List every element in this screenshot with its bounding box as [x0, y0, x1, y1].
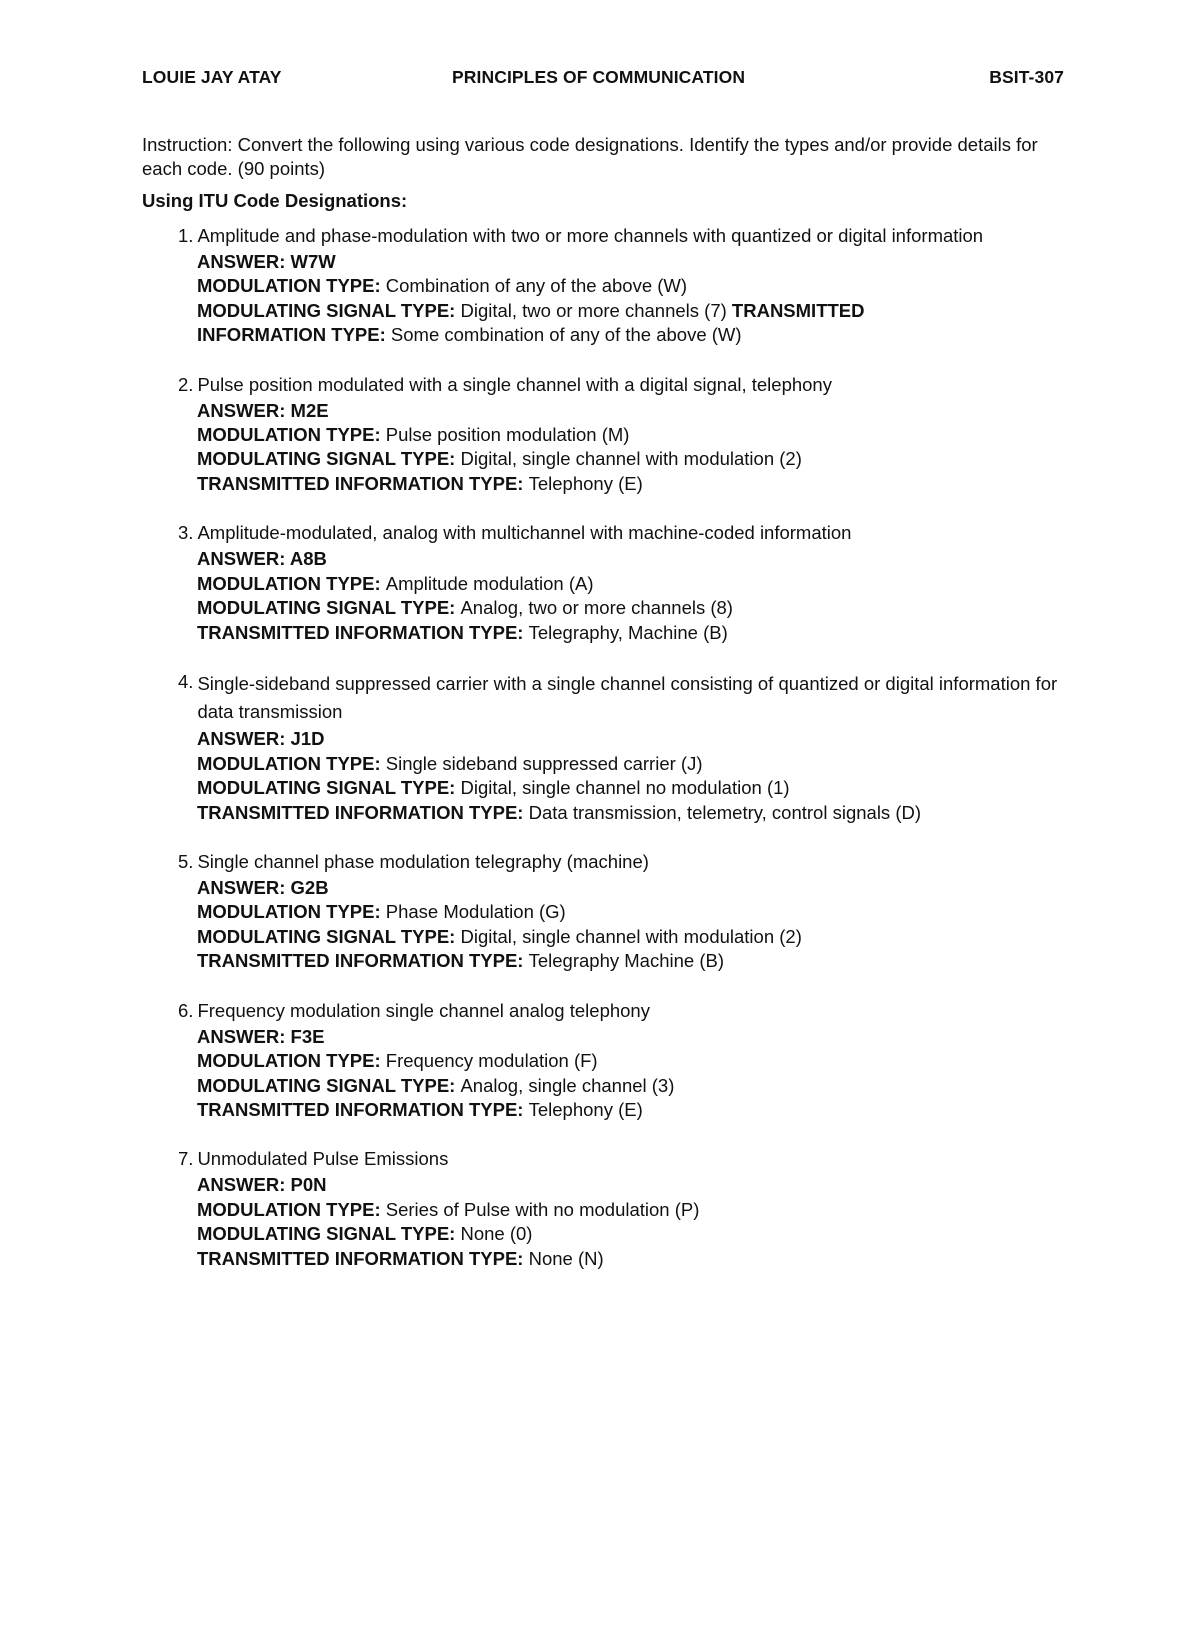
- section-code: BSIT-307: [989, 67, 1064, 87]
- answer-details: [197, 1025, 1064, 1123]
- modulating-signal-type-line: [197, 299, 1064, 323]
- transmitted-information-type-line: [197, 801, 1064, 825]
- modulating-signal-type-label: MODULATING SIGNAL TYPE:: [197, 925, 461, 947]
- modulating-signal-type-label: MODULATING SIGNAL TYPE:: [197, 597, 461, 619]
- answer-label: ANSWER:: [197, 1174, 291, 1196]
- modulation-type-line: [197, 572, 1064, 596]
- modulation-type-line: [197, 752, 1064, 776]
- question-line: [178, 999, 1064, 1023]
- modulating-signal-type-line: [197, 925, 1064, 949]
- modulation-type-value: Combination of any of the above (W): [385, 275, 688, 297]
- question-line: [178, 521, 1064, 545]
- answer-line: [197, 250, 1064, 274]
- answer-label: ANSWER:: [197, 399, 291, 421]
- question-text: Frequency modulation single channel analog telephony: [197, 999, 650, 1021]
- question-number: 4.: [178, 670, 194, 692]
- transmitted-information-type-label: TRANSMITTED INFORMATION TYPE:: [197, 801, 529, 823]
- modulation-type-value: Amplitude modulation (A): [385, 572, 594, 594]
- modulation-type-value: Single sideband suppressed carrier (J): [385, 752, 703, 774]
- modulation-type-label: MODULATION TYPE:: [197, 1198, 386, 1220]
- question-text: Unmodulated Pulse Emissions: [197, 1148, 449, 1170]
- transmitted-information-type-label: TRANSMITTED INFORMATION TYPE:: [197, 621, 529, 643]
- answer-line: [197, 727, 1064, 751]
- modulating-signal-type-value: None (0): [460, 1223, 533, 1245]
- question-list: [142, 224, 1064, 1271]
- modulation-type-line: [197, 423, 1064, 447]
- question-text: Amplitude and phase-modulation with two or more channels with quantized or digital information: [197, 224, 984, 246]
- transmitted-information-type-value: Telephony (E): [528, 472, 643, 494]
- answer-line: [197, 547, 1064, 571]
- answer-label: ANSWER:: [197, 548, 290, 570]
- question-line: [178, 373, 1064, 397]
- transmitted-information-type-line: [197, 621, 1064, 645]
- question-item-2: [178, 373, 1064, 497]
- question-item-3: [178, 521, 1064, 645]
- modulation-type-line: [197, 900, 1064, 924]
- answer-line: [197, 1173, 1064, 1197]
- modulating-signal-type-label: MODULATING SIGNAL TYPE:: [197, 1223, 461, 1245]
- transmitted-information-type-label: TRANSMITTED INFORMATION TYPE:: [197, 950, 529, 972]
- answer-details: [197, 547, 1064, 645]
- modulation-type-line: [197, 1049, 1064, 1073]
- page-header: [142, 66, 1064, 89]
- modulating-signal-type-value: Analog, single channel (3): [460, 1074, 675, 1096]
- student-name: LOUIE JAY ATAY: [142, 67, 282, 87]
- modulation-type-value: Series of Pulse with no modulation (P): [385, 1198, 700, 1220]
- question-line: [178, 670, 1064, 726]
- modulation-type-line: [197, 1198, 1064, 1222]
- question-item-5: [178, 850, 1064, 974]
- modulating-signal-type-line: [197, 1222, 1064, 1246]
- instruction-text: Instruction: Convert the following using various code designations. Identify the types and/or provide details for each code. (90 points): [142, 133, 1038, 179]
- question-number: 6.: [178, 999, 194, 1021]
- modulating-signal-type-value: Analog, two or more channels (8): [460, 597, 733, 619]
- answer-details: [197, 1173, 1064, 1271]
- modulation-type-label: MODULATION TYPE:: [197, 275, 386, 297]
- modulating-signal-type-label: MODULATING SIGNAL TYPE:: [197, 448, 461, 470]
- transmitted-information-type-line: [197, 949, 1064, 973]
- transmitted-information-type-value: Some combination of any of the above (W): [390, 324, 742, 346]
- question-line: [178, 224, 1064, 248]
- modulating-signal-type-line: [197, 776, 1064, 800]
- modulating-signal-type-label: MODULATING SIGNAL TYPE:: [197, 1074, 461, 1096]
- modulation-type-label: MODULATION TYPE:: [197, 572, 386, 594]
- modulating-signal-type-value: Digital, two or more channels (7): [460, 299, 727, 321]
- transmitted-information-type-value: Telegraphy Machine (B): [528, 950, 724, 972]
- modulation-type-label: MODULATION TYPE:: [197, 424, 386, 446]
- modulation-type-value: Phase Modulation (G): [385, 901, 566, 923]
- answer-code: P0N: [290, 1174, 327, 1196]
- answer-code: G2B: [290, 877, 329, 899]
- answer-code: W7W: [290, 250, 336, 272]
- transmitted-label-part-b: INFORMATION TYPE:: [197, 324, 391, 346]
- question-item-4: [178, 670, 1064, 825]
- question-text: Amplitude-modulated, analog with multichannel with machine-coded information: [197, 522, 852, 544]
- modulating-signal-type-value: Digital, single channel with modulation (2): [460, 448, 802, 470]
- modulating-signal-type-line: [197, 1074, 1064, 1098]
- answer-details: [197, 399, 1064, 497]
- modulation-type-label: MODULATION TYPE:: [197, 752, 386, 774]
- transmitted-information-type-value: Data transmission, telemetry, control signals (D): [528, 801, 922, 823]
- transmitted-information-type-value: Telegraphy, Machine (B): [528, 621, 728, 643]
- modulation-type-value: Pulse position modulation (M): [385, 424, 630, 446]
- modulation-type-label: MODULATION TYPE:: [197, 901, 386, 923]
- question-number: 3.: [178, 522, 194, 544]
- transmitted-information-type-label: TRANSMITTED INFORMATION TYPE:: [197, 472, 529, 494]
- transmitted-information-type-line: [197, 1247, 1064, 1271]
- modulating-signal-type-label: MODULATING SIGNAL TYPE:: [197, 299, 461, 321]
- answer-code: M2E: [290, 399, 329, 421]
- answer-code: F3E: [290, 1025, 325, 1047]
- question-number: 7.: [178, 1148, 194, 1170]
- answer-label: ANSWER:: [197, 250, 291, 272]
- transmitted-information-type-line: [197, 472, 1064, 496]
- answer-code: A8B: [289, 548, 327, 570]
- course-title: PRINCIPLES OF COMMUNICATION: [452, 67, 746, 87]
- transmitted-information-type-value: Telephony (E): [528, 1098, 643, 1120]
- transmitted-label-part-a: TRANSMITTED: [731, 299, 865, 321]
- transmitted-information-type-label: TRANSMITTED INFORMATION TYPE:: [197, 1098, 529, 1120]
- question-number: 2.: [178, 373, 194, 395]
- answer-details: [197, 250, 1064, 348]
- question-text: Single channel phase modulation telegraphy (machine): [197, 851, 649, 873]
- question-item-6: [178, 999, 1064, 1123]
- answer-line: [197, 1025, 1064, 1049]
- answer-details: [197, 876, 1064, 974]
- question-number: 5.: [178, 851, 194, 873]
- transmitted-information-type-value: None (N): [528, 1247, 604, 1269]
- question-line: [178, 1147, 1064, 1171]
- answer-line: [197, 399, 1064, 423]
- question-number: 1.: [178, 224, 194, 246]
- question-line: [178, 850, 1064, 874]
- modulation-type-label: MODULATION TYPE:: [197, 1050, 386, 1072]
- question-text: Single-sideband suppressed carrier with a single channel consisting of quantized or digital information for data transmission: [197, 672, 1058, 722]
- transmitted-information-type-label: TRANSMITTED INFORMATION TYPE:: [197, 1247, 529, 1269]
- question-item-7: [178, 1147, 1064, 1271]
- modulation-type-line: [197, 274, 1064, 298]
- question-item-1: [178, 224, 1064, 348]
- answer-line: [197, 876, 1064, 900]
- answer-label: ANSWER:: [197, 728, 291, 750]
- modulating-signal-type-line: [197, 447, 1064, 471]
- modulating-signal-type-value: Digital, single channel with modulation (2): [460, 925, 802, 947]
- transmitted-information-type-line: [197, 1098, 1064, 1122]
- modulating-signal-type-value: Digital, single channel no modulation (1): [460, 777, 790, 799]
- answer-details: [197, 727, 1064, 825]
- modulating-signal-type-label: MODULATING SIGNAL TYPE:: [197, 777, 461, 799]
- modulation-type-value: Frequency modulation (F): [385, 1050, 598, 1072]
- transmitted-information-type-line: [197, 323, 1064, 347]
- answer-code: J1D: [290, 728, 325, 750]
- answer-label: ANSWER:: [197, 877, 291, 899]
- section-title: Using ITU Code Designations:: [142, 189, 408, 211]
- modulating-signal-type-line: [197, 596, 1064, 620]
- answer-label: ANSWER:: [197, 1025, 291, 1047]
- question-text: Pulse position modulated with a single channel with a digital signal, telephony: [197, 373, 832, 395]
